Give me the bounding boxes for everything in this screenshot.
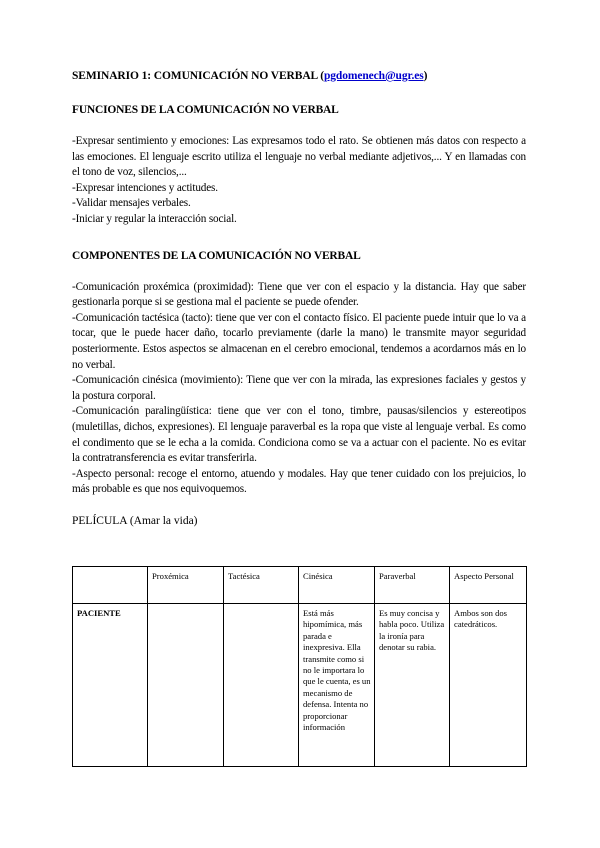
- funciones-item: -Validar mensajes verbales.: [72, 197, 191, 210]
- analysis-table: [72, 566, 527, 767]
- cell-aspecto: Ambos son dos catedráticos.: [450, 604, 527, 767]
- cell-proxemica: [148, 604, 224, 767]
- table-row: [73, 604, 527, 767]
- table-header-cell: Proxémica: [148, 567, 224, 604]
- table-header-row: [73, 567, 527, 604]
- title-text: SEMINARIO 1: COMUNICACIÓN NO VERBAL (: [72, 70, 324, 82]
- title-close: ): [423, 70, 428, 82]
- document-title: [72, 70, 526, 82]
- table-header-cell: Cinésica: [299, 567, 375, 604]
- film-title: PELÍCULA (Amar la vida): [72, 514, 198, 527]
- cell-cinesica: Está más hipomímica, más parada e inexpresiva. Ella transmite como si no le importara lo que le cuenta, es un mecanismo de defensa. Intenta no proporcionar información: [299, 604, 375, 767]
- cell-paraverbal: Es muy concisa y habla poco. Utiliza la ironía para denotar su rabia.: [375, 604, 450, 767]
- table-header-cell: [73, 567, 148, 604]
- cell-tactesica: [224, 604, 299, 767]
- table-header-cell: Paraverbal: [375, 567, 450, 604]
- table-header-cell: Tactésica: [224, 567, 299, 604]
- section-heading-componentes: COMPONENTES DE LA COMUNICACIÓN NO VERBAL: [72, 249, 361, 262]
- componentes-item: -Comunicación tactésica (tacto): tiene que ver con el contacto físico. El paciente puede intuir que lo va a tocar, que le puede hacer daño, tocarlo previamente (darle la mano) le transmite mayor seguridad posteriormente. Estos aspectos se almacenan en el cerebro emocional, tendemos a acordarnos más en lo no verbal.: [72, 311, 526, 371]
- section-heading-funciones: FUNCIONES DE LA COMUNICACIÓN NO VERBAL: [72, 104, 339, 116]
- componentes-item: -Comunicación proxémica (proximidad): Tiene que ver con el espacio y la distancia. Hay que saber gestionarla porque si se gestiona mal el paciente se puede ofender.: [72, 280, 526, 309]
- componentes-item: -Comunicación cinésica (movimiento): Tiene que ver con la mirada, las expresiones faciales y gestos y la postura corporal.: [72, 374, 526, 402]
- email-link[interactable]: pgdomenech@ugr.es: [323, 70, 424, 82]
- componentes-item: -Comunicación paralingüística: tiene que ver con el tono, timbre, pausas/silencios y estereotipos (muletillas, dichos, expresiones). El lenguaje paraverbal es la ropa que viste al lenguaje verbal. Es como el condimento que se le echa a la comida. Condiciona como se va a actuar con el paciente. No es evitar la contratransferencia es evitar transferirla.: [72, 405, 526, 465]
- funciones-item: -Expresar intenciones y actitudes.: [72, 181, 218, 194]
- row-label: PACIENTE: [73, 604, 148, 767]
- document-body: [72, 70, 526, 527]
- componentes-item: -Aspecto personal: recoge el entorno, atuendo y modales. Hay que tener cuidado con los prejuicios, lo más probable es que nos equivoquemos.: [72, 467, 526, 496]
- table-header-cell: Aspecto Personal: [450, 567, 527, 604]
- funciones-item: -Expresar sentimiento y emociones: Las expresamos todo el rato. Se obtienen más datos con respecto a las emociones. El lenguaje escrito utiliza el lenguaje no verbal mediante adjetivos,... Y en llamadas con el tono de voz, silencios,...: [72, 135, 526, 179]
- funciones-item: -Iniciar y regular la interacción social.: [72, 212, 237, 225]
